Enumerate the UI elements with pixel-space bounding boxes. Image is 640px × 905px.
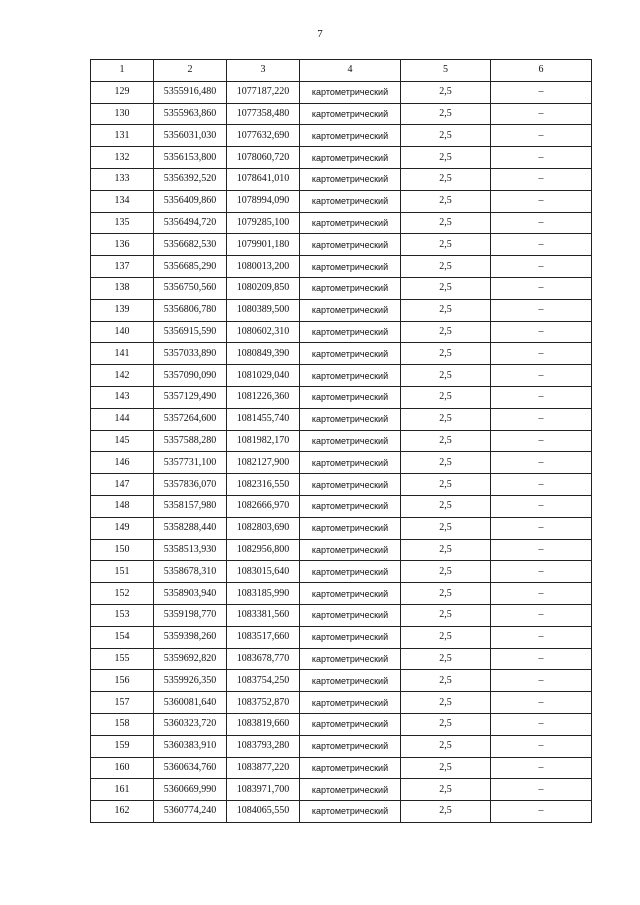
y-coordinate-cell: 1081455,740 — [227, 408, 300, 430]
accuracy-cell: 2,5 — [401, 604, 491, 626]
table-row — [91, 386, 592, 408]
method-cell: картометрический — [300, 648, 401, 670]
description-cell: – — [491, 212, 592, 234]
accuracy-cell: 2,5 — [401, 692, 491, 714]
page-number: 7 — [317, 28, 323, 40]
table-row — [91, 801, 592, 823]
table-row — [91, 365, 592, 387]
description-cell: – — [491, 735, 592, 757]
x-coordinate-cell: 5357033,890 — [154, 343, 227, 365]
description-cell: – — [491, 103, 592, 125]
y-coordinate-cell: 1077632,690 — [227, 125, 300, 147]
accuracy-cell: 2,5 — [401, 299, 491, 321]
y-coordinate-cell: 1083877,220 — [227, 757, 300, 779]
description-cell: – — [491, 713, 592, 735]
y-coordinate-cell: 1078060,720 — [227, 147, 300, 169]
description-cell: – — [491, 147, 592, 169]
method-cell: картометрический — [300, 125, 401, 147]
point-number-cell: 129 — [91, 81, 154, 103]
point-number-cell: 136 — [91, 234, 154, 256]
method-cell: картометрический — [300, 277, 401, 299]
table-row — [91, 648, 592, 670]
x-coordinate-cell: 5356685,290 — [154, 256, 227, 278]
point-number-cell: 155 — [91, 648, 154, 670]
point-number-cell: 147 — [91, 474, 154, 496]
table-row — [91, 757, 592, 779]
method-cell: картометрический — [300, 626, 401, 648]
table-header-row — [91, 60, 592, 82]
y-coordinate-cell: 1080389,500 — [227, 299, 300, 321]
description-cell: – — [491, 256, 592, 278]
accuracy-cell: 2,5 — [401, 408, 491, 430]
accuracy-cell: 2,5 — [401, 147, 491, 169]
x-coordinate-cell: 5357090,090 — [154, 365, 227, 387]
method-cell: картометрический — [300, 452, 401, 474]
y-coordinate-cell: 1081982,170 — [227, 430, 300, 452]
accuracy-cell: 2,5 — [401, 430, 491, 452]
column-header-6: 6 — [491, 60, 592, 82]
y-coordinate-cell: 1077358,480 — [227, 103, 300, 125]
point-number-cell: 141 — [91, 343, 154, 365]
accuracy-cell: 2,5 — [401, 517, 491, 539]
method-cell: картометрический — [300, 604, 401, 626]
method-cell: картометрический — [300, 735, 401, 757]
description-cell: – — [491, 430, 592, 452]
description-cell: – — [491, 386, 592, 408]
table-row — [91, 692, 592, 714]
x-coordinate-cell: 5360774,240 — [154, 801, 227, 823]
point-number-cell: 138 — [91, 277, 154, 299]
x-coordinate-cell: 5360383,910 — [154, 735, 227, 757]
point-number-cell: 151 — [91, 561, 154, 583]
description-cell: – — [491, 626, 592, 648]
table-row — [91, 147, 592, 169]
x-coordinate-cell: 5360323,720 — [154, 713, 227, 735]
x-coordinate-cell: 5357588,280 — [154, 430, 227, 452]
x-coordinate-cell: 5356682,530 — [154, 234, 227, 256]
x-coordinate-cell: 5359926,350 — [154, 670, 227, 692]
method-cell: картометрический — [300, 495, 401, 517]
accuracy-cell: 2,5 — [401, 626, 491, 648]
x-coordinate-cell: 5357731,100 — [154, 452, 227, 474]
point-number-cell: 131 — [91, 125, 154, 147]
description-cell: – — [491, 779, 592, 801]
method-cell: картометрический — [300, 583, 401, 605]
coordinates-table — [90, 59, 592, 823]
accuracy-cell: 2,5 — [401, 190, 491, 212]
x-coordinate-cell: 5358903,940 — [154, 583, 227, 605]
y-coordinate-cell: 1083517,660 — [227, 626, 300, 648]
description-cell: – — [491, 299, 592, 321]
description-cell: – — [491, 692, 592, 714]
accuracy-cell: 2,5 — [401, 648, 491, 670]
point-number-cell: 149 — [91, 517, 154, 539]
point-number-cell: 158 — [91, 713, 154, 735]
table-row — [91, 168, 592, 190]
point-number-cell: 133 — [91, 168, 154, 190]
table-row — [91, 713, 592, 735]
table-row — [91, 626, 592, 648]
table-row — [91, 539, 592, 561]
description-cell: – — [491, 125, 592, 147]
method-cell: картометрический — [300, 212, 401, 234]
description-cell: – — [491, 408, 592, 430]
description-cell: – — [491, 648, 592, 670]
y-coordinate-cell: 1079901,180 — [227, 234, 300, 256]
accuracy-cell: 2,5 — [401, 779, 491, 801]
description-cell: – — [491, 277, 592, 299]
table-row — [91, 495, 592, 517]
table-row — [91, 234, 592, 256]
method-cell: картометрический — [300, 168, 401, 190]
method-cell: картометрический — [300, 408, 401, 430]
column-header-4: 4 — [300, 60, 401, 82]
table-row — [91, 779, 592, 801]
x-coordinate-cell: 5359198,770 — [154, 604, 227, 626]
point-number-cell: 140 — [91, 321, 154, 343]
y-coordinate-cell: 1083185,990 — [227, 583, 300, 605]
y-coordinate-cell: 1079285,100 — [227, 212, 300, 234]
point-number-cell: 154 — [91, 626, 154, 648]
table-row — [91, 190, 592, 212]
point-number-cell: 142 — [91, 365, 154, 387]
table-row — [91, 474, 592, 496]
accuracy-cell: 2,5 — [401, 452, 491, 474]
table-row — [91, 103, 592, 125]
description-cell: – — [491, 452, 592, 474]
accuracy-cell: 2,5 — [401, 103, 491, 125]
point-number-cell: 153 — [91, 604, 154, 626]
description-cell: – — [491, 321, 592, 343]
description-cell: – — [491, 474, 592, 496]
method-cell: картометрический — [300, 103, 401, 125]
y-coordinate-cell: 1078641,010 — [227, 168, 300, 190]
accuracy-cell: 2,5 — [401, 583, 491, 605]
point-number-cell: 137 — [91, 256, 154, 278]
point-number-cell: 143 — [91, 386, 154, 408]
description-cell: – — [491, 561, 592, 583]
y-coordinate-cell: 1082127,900 — [227, 452, 300, 474]
accuracy-cell: 2,5 — [401, 801, 491, 823]
y-coordinate-cell: 1083754,250 — [227, 670, 300, 692]
method-cell: картометрический — [300, 713, 401, 735]
y-coordinate-cell: 1080849,390 — [227, 343, 300, 365]
x-coordinate-cell: 5356494,720 — [154, 212, 227, 234]
description-cell: – — [491, 365, 592, 387]
description-cell: – — [491, 670, 592, 692]
y-coordinate-cell: 1080602,310 — [227, 321, 300, 343]
method-cell: картометрический — [300, 757, 401, 779]
column-header-1: 1 — [91, 60, 154, 82]
accuracy-cell: 2,5 — [401, 321, 491, 343]
accuracy-cell: 2,5 — [401, 474, 491, 496]
description-cell: – — [491, 517, 592, 539]
table-row — [91, 408, 592, 430]
x-coordinate-cell: 5358513,930 — [154, 539, 227, 561]
method-cell: картометрический — [300, 386, 401, 408]
method-cell: картометрический — [300, 517, 401, 539]
description-cell: – — [491, 801, 592, 823]
x-coordinate-cell: 5358288,440 — [154, 517, 227, 539]
table-row — [91, 735, 592, 757]
method-cell: картометрический — [300, 670, 401, 692]
table-row — [91, 583, 592, 605]
x-coordinate-cell: 5357129,490 — [154, 386, 227, 408]
x-coordinate-cell: 5359398,260 — [154, 626, 227, 648]
x-coordinate-cell: 5358157,980 — [154, 495, 227, 517]
x-coordinate-cell: 5356153,800 — [154, 147, 227, 169]
method-cell: картометрический — [300, 343, 401, 365]
y-coordinate-cell: 1082956,800 — [227, 539, 300, 561]
description-cell: – — [491, 495, 592, 517]
accuracy-cell: 2,5 — [401, 212, 491, 234]
y-coordinate-cell: 1083015,640 — [227, 561, 300, 583]
point-number-cell: 139 — [91, 299, 154, 321]
x-coordinate-cell: 5356409,860 — [154, 190, 227, 212]
y-coordinate-cell: 1083971,700 — [227, 779, 300, 801]
point-number-cell: 135 — [91, 212, 154, 234]
x-coordinate-cell: 5356915,590 — [154, 321, 227, 343]
y-coordinate-cell: 1078994,090 — [227, 190, 300, 212]
method-cell: картометрический — [300, 299, 401, 321]
coordinates-table-body — [91, 60, 592, 823]
accuracy-cell: 2,5 — [401, 168, 491, 190]
accuracy-cell: 2,5 — [401, 234, 491, 256]
method-cell: картометрический — [300, 539, 401, 561]
table-row — [91, 670, 592, 692]
y-coordinate-cell: 1083793,280 — [227, 735, 300, 757]
table-row — [91, 212, 592, 234]
point-number-cell: 146 — [91, 452, 154, 474]
accuracy-cell: 2,5 — [401, 81, 491, 103]
description-cell: – — [491, 81, 592, 103]
y-coordinate-cell: 1081029,040 — [227, 365, 300, 387]
x-coordinate-cell: 5356806,780 — [154, 299, 227, 321]
description-cell: – — [491, 343, 592, 365]
description-cell: – — [491, 539, 592, 561]
point-number-cell: 152 — [91, 583, 154, 605]
accuracy-cell: 2,5 — [401, 256, 491, 278]
table-row — [91, 604, 592, 626]
y-coordinate-cell: 1083678,770 — [227, 648, 300, 670]
point-number-cell: 160 — [91, 757, 154, 779]
point-number-cell: 161 — [91, 779, 154, 801]
point-number-cell: 162 — [91, 801, 154, 823]
point-number-cell: 159 — [91, 735, 154, 757]
point-number-cell: 157 — [91, 692, 154, 714]
point-number-cell: 130 — [91, 103, 154, 125]
point-number-cell: 145 — [91, 430, 154, 452]
accuracy-cell: 2,5 — [401, 386, 491, 408]
x-coordinate-cell: 5356392,520 — [154, 168, 227, 190]
x-coordinate-cell: 5359692,820 — [154, 648, 227, 670]
y-coordinate-cell: 1080013,200 — [227, 256, 300, 278]
accuracy-cell: 2,5 — [401, 365, 491, 387]
method-cell: картометрический — [300, 561, 401, 583]
y-coordinate-cell: 1082316,550 — [227, 474, 300, 496]
y-coordinate-cell: 1082666,970 — [227, 495, 300, 517]
accuracy-cell: 2,5 — [401, 670, 491, 692]
table-row — [91, 517, 592, 539]
method-cell: картометрический — [300, 474, 401, 496]
accuracy-cell: 2,5 — [401, 125, 491, 147]
accuracy-cell: 2,5 — [401, 713, 491, 735]
y-coordinate-cell: 1082803,690 — [227, 517, 300, 539]
x-coordinate-cell: 5360081,640 — [154, 692, 227, 714]
method-cell: картометрический — [300, 692, 401, 714]
method-cell: картометрический — [300, 365, 401, 387]
x-coordinate-cell: 5360634,760 — [154, 757, 227, 779]
x-coordinate-cell: 5356750,560 — [154, 277, 227, 299]
method-cell: картометрический — [300, 321, 401, 343]
y-coordinate-cell: 1081226,360 — [227, 386, 300, 408]
point-number-cell: 134 — [91, 190, 154, 212]
method-cell: картометрический — [300, 190, 401, 212]
table-row — [91, 277, 592, 299]
x-coordinate-cell: 5358678,310 — [154, 561, 227, 583]
point-number-cell: 148 — [91, 495, 154, 517]
description-cell: – — [491, 234, 592, 256]
accuracy-cell: 2,5 — [401, 735, 491, 757]
table-row — [91, 561, 592, 583]
y-coordinate-cell: 1083819,660 — [227, 713, 300, 735]
x-coordinate-cell: 5355916,480 — [154, 81, 227, 103]
method-cell: картометрический — [300, 801, 401, 823]
method-cell: картометрический — [300, 234, 401, 256]
x-coordinate-cell: 5356031,030 — [154, 125, 227, 147]
column-header-3: 3 — [227, 60, 300, 82]
x-coordinate-cell: 5355963,860 — [154, 103, 227, 125]
description-cell: – — [491, 757, 592, 779]
point-number-cell: 132 — [91, 147, 154, 169]
point-number-cell: 144 — [91, 408, 154, 430]
method-cell: картометрический — [300, 147, 401, 169]
accuracy-cell: 2,5 — [401, 277, 491, 299]
table-row — [91, 430, 592, 452]
x-coordinate-cell: 5357264,600 — [154, 408, 227, 430]
table-row — [91, 125, 592, 147]
method-cell: картометрический — [300, 779, 401, 801]
table-row — [91, 299, 592, 321]
table-row — [91, 81, 592, 103]
method-cell: картометрический — [300, 81, 401, 103]
y-coordinate-cell: 1084065,550 — [227, 801, 300, 823]
x-coordinate-cell: 5357836,070 — [154, 474, 227, 496]
y-coordinate-cell: 1080209,850 — [227, 277, 300, 299]
accuracy-cell: 2,5 — [401, 539, 491, 561]
method-cell: картометрический — [300, 430, 401, 452]
accuracy-cell: 2,5 — [401, 561, 491, 583]
accuracy-cell: 2,5 — [401, 757, 491, 779]
y-coordinate-cell: 1077187,220 — [227, 81, 300, 103]
method-cell: картометрический — [300, 256, 401, 278]
table-row — [91, 343, 592, 365]
description-cell: – — [491, 604, 592, 626]
column-header-2: 2 — [154, 60, 227, 82]
accuracy-cell: 2,5 — [401, 495, 491, 517]
table-row — [91, 256, 592, 278]
x-coordinate-cell: 5360669,990 — [154, 779, 227, 801]
table-row — [91, 321, 592, 343]
point-number-cell: 150 — [91, 539, 154, 561]
table-row — [91, 452, 592, 474]
point-number-cell: 156 — [91, 670, 154, 692]
description-cell: – — [491, 583, 592, 605]
y-coordinate-cell: 1083381,560 — [227, 604, 300, 626]
y-coordinate-cell: 1083752,870 — [227, 692, 300, 714]
description-cell: – — [491, 168, 592, 190]
description-cell: – — [491, 190, 592, 212]
column-header-5: 5 — [401, 60, 491, 82]
accuracy-cell: 2,5 — [401, 343, 491, 365]
